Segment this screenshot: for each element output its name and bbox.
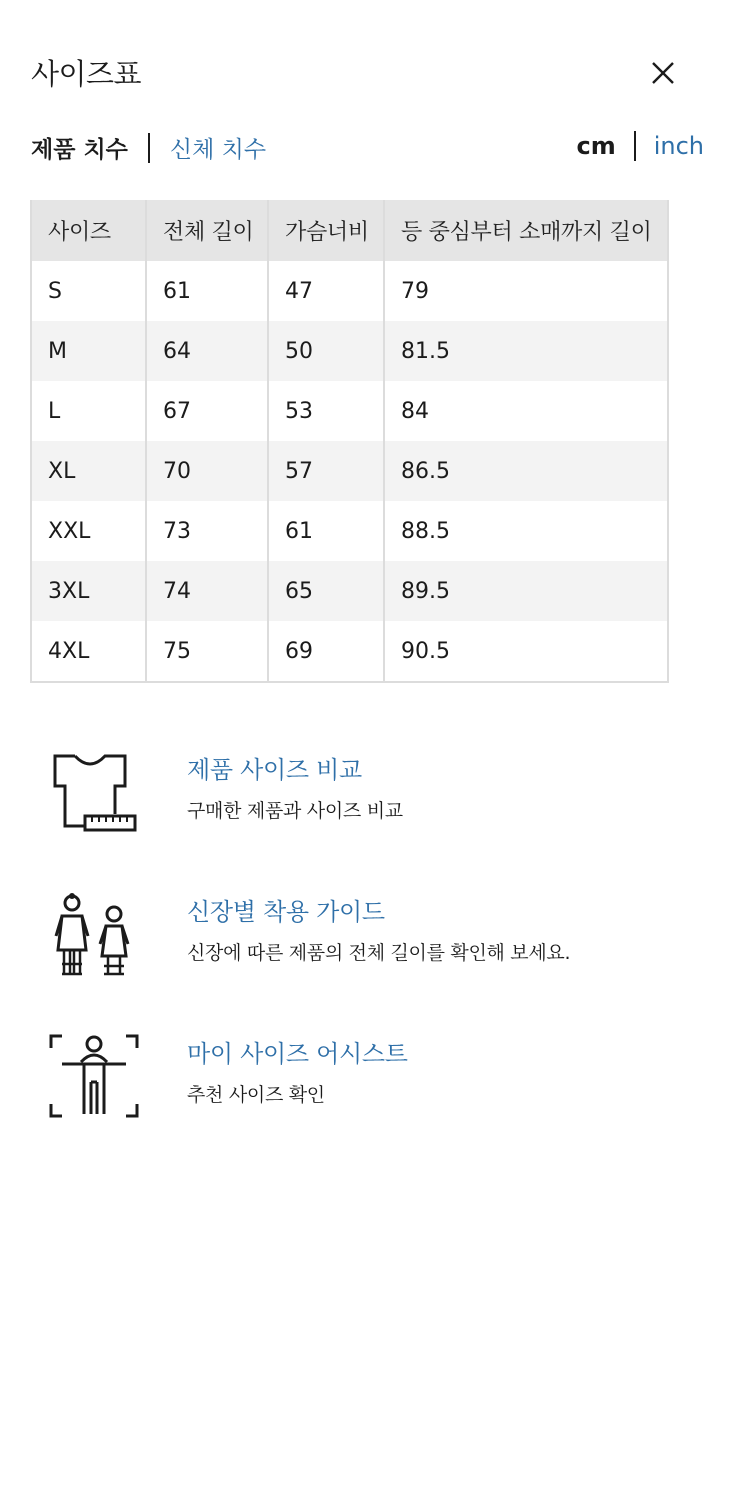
cell-size: XXL — [31, 501, 146, 561]
tshirt-ruler-icon — [48, 750, 140, 842]
feature-height-fit-guide[interactable] — [48, 892, 688, 992]
unit-divider — [634, 131, 636, 161]
cell-sleeve-length: 90.5 — [384, 621, 668, 682]
table-row — [31, 441, 668, 501]
cell-sleeve-length: 89.5 — [384, 561, 668, 621]
feature-my-size-assist[interactable] — [48, 1034, 688, 1134]
size-table — [30, 200, 669, 683]
cell-total-length: 73 — [146, 501, 268, 561]
cell-chest-width: 53 — [268, 381, 384, 441]
cell-chest-width: 57 — [268, 441, 384, 501]
feature-title[interactable]: 신장별 착용 가이드 — [187, 898, 385, 926]
cell-size: S — [31, 261, 146, 321]
cell-sleeve-length: 79 — [384, 261, 668, 321]
cell-total-length: 64 — [146, 321, 268, 381]
unit-inch[interactable]: inch — [653, 132, 704, 160]
header-size: 사이즈 — [31, 200, 146, 261]
header-total-length: 전체 길이 — [146, 200, 268, 261]
feature-title[interactable]: 제품 사이즈 비교 — [187, 756, 362, 784]
cell-total-length: 61 — [146, 261, 268, 321]
unit-toggle — [576, 131, 704, 161]
tab-body-dimensions[interactable]: 신체 치수 — [169, 137, 267, 163]
cell-sleeve-length: 86.5 — [384, 441, 668, 501]
cell-size: 4XL — [31, 621, 146, 682]
cell-sleeve-length: 88.5 — [384, 501, 668, 561]
close-icon — [646, 56, 680, 90]
table-header-row — [31, 200, 668, 261]
cell-chest-width: 69 — [268, 621, 384, 682]
cell-size: M — [31, 321, 146, 381]
feature-title[interactable]: 마이 사이즈 어시스트 — [187, 1040, 408, 1068]
cell-size: 3XL — [31, 561, 146, 621]
cell-total-length: 75 — [146, 621, 268, 682]
cell-total-length: 70 — [146, 441, 268, 501]
cell-chest-width: 61 — [268, 501, 384, 561]
cell-size: XL — [31, 441, 146, 501]
cell-chest-width: 50 — [268, 321, 384, 381]
table-row — [31, 381, 668, 441]
close-button[interactable] — [646, 56, 680, 90]
table-row — [31, 321, 668, 381]
person-scan-icon — [48, 1034, 140, 1126]
cell-size: L — [31, 381, 146, 441]
cell-sleeve-length: 81.5 — [384, 321, 668, 381]
tab-divider — [148, 133, 150, 163]
feature-description: 추천 사이즈 확인 — [187, 1084, 325, 1106]
feature-product-size-compare[interactable] — [48, 750, 688, 850]
table-row — [31, 561, 668, 621]
page-title: 사이즈표 — [31, 57, 142, 91]
two-people-icon — [48, 892, 140, 984]
cell-total-length: 74 — [146, 561, 268, 621]
cell-chest-width: 47 — [268, 261, 384, 321]
unit-cm[interactable]: cm — [576, 132, 616, 160]
cell-chest-width: 65 — [268, 561, 384, 621]
table-row — [31, 621, 668, 682]
feature-description: 구매한 제품과 사이즈 비교 — [187, 800, 403, 822]
header-sleeve-length: 등 중심부터 소매까지 길이 — [384, 200, 668, 261]
measurement-tabs — [31, 131, 266, 164]
table-row — [31, 501, 668, 561]
cell-total-length: 67 — [146, 381, 268, 441]
cell-sleeve-length: 84 — [384, 381, 668, 441]
feature-description: 신장에 따른 제품의 전체 길이를 확인해 보세요. — [187, 942, 571, 964]
tab-product-dimensions[interactable]: 제품 치수 — [31, 137, 128, 163]
table-row — [31, 261, 668, 321]
header-chest-width: 가슴너비 — [268, 200, 384, 261]
